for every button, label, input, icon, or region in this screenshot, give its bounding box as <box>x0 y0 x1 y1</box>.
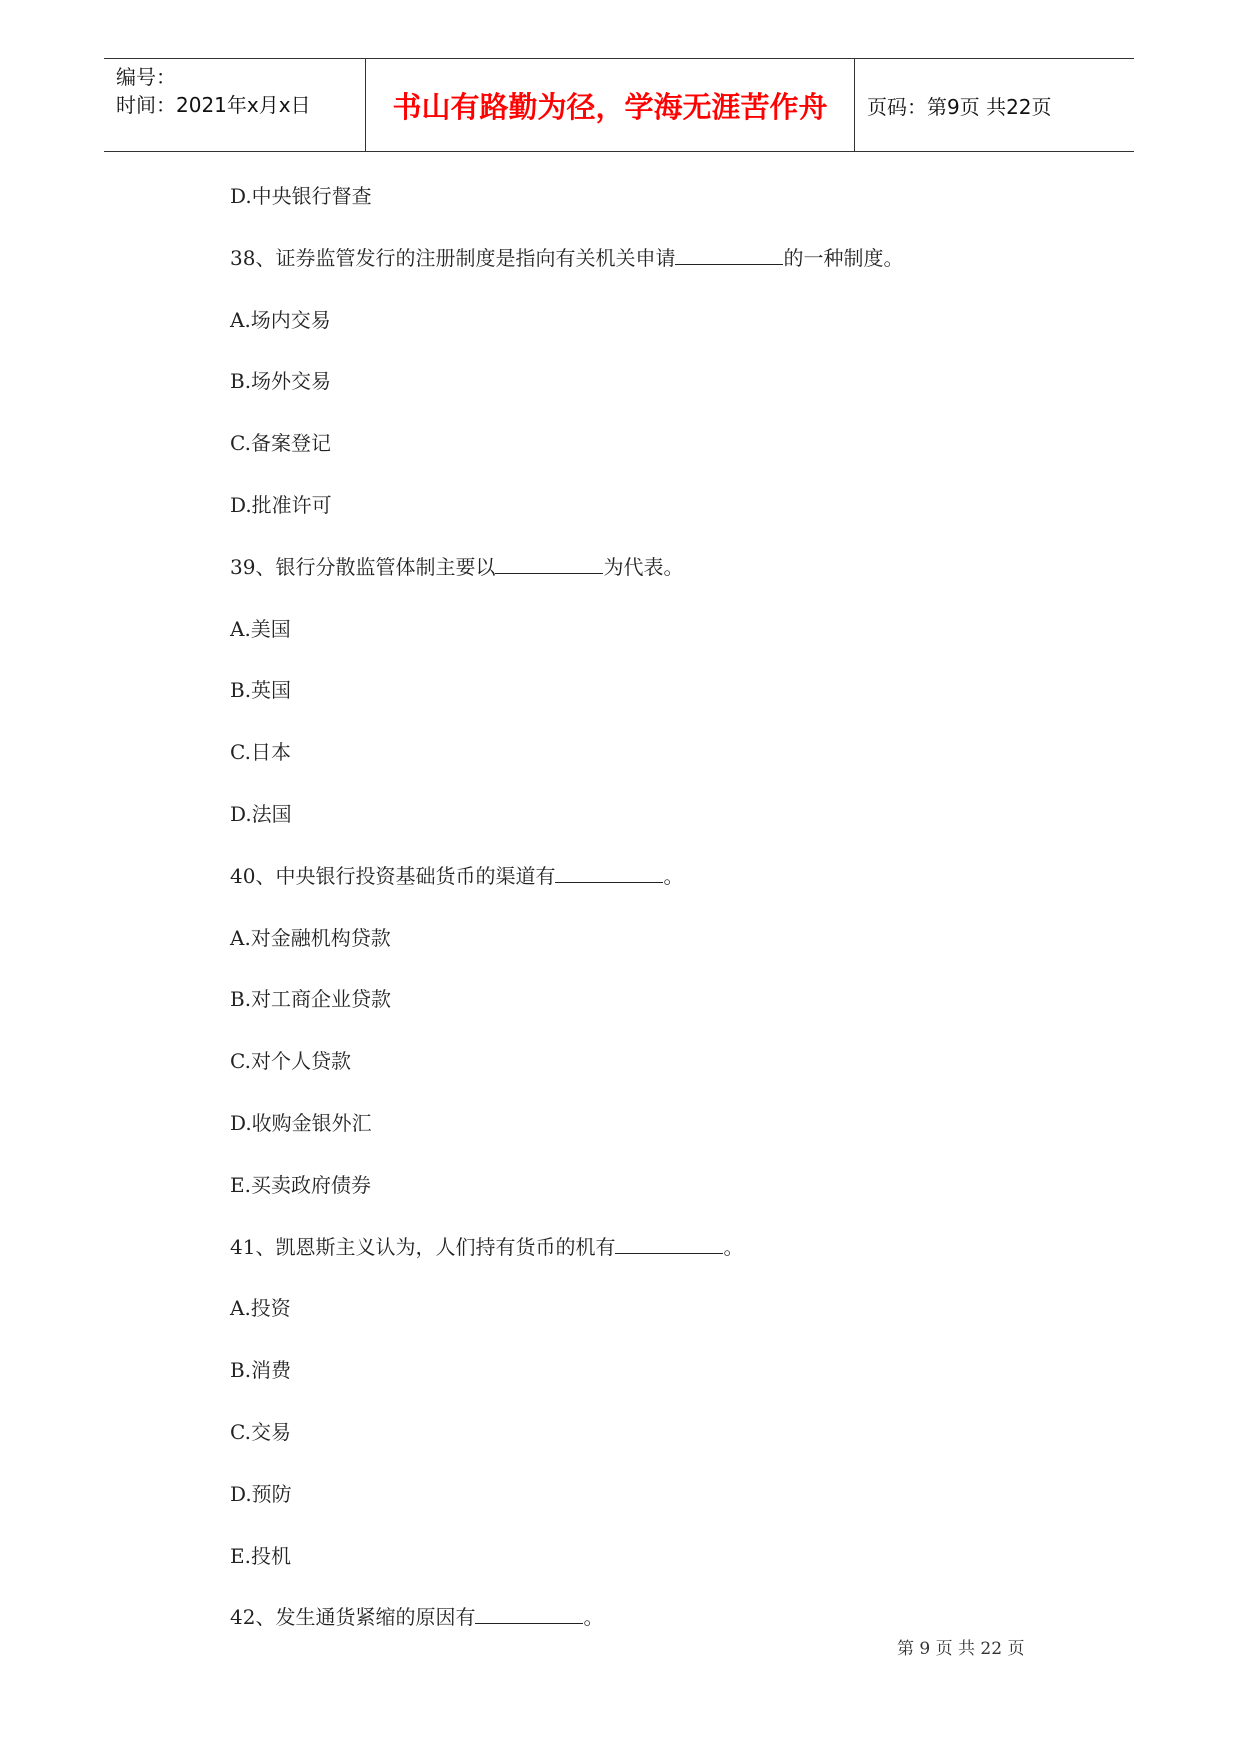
header-page-cell <box>855 59 1134 151</box>
option-line <box>230 924 1130 986</box>
option-text: B.对工商企业贷款 <box>230 987 392 1012</box>
page-footer: 第 9 页 共 22 页 <box>897 1639 1025 1659</box>
option-text: C.备案登记 <box>230 431 331 456</box>
question-line <box>230 244 1130 306</box>
option-line <box>230 1418 1130 1480</box>
option-text: D.收购金银外汇 <box>230 1110 372 1135</box>
option-line <box>230 306 1130 368</box>
option-text: C.日本 <box>230 740 291 765</box>
option-line <box>230 615 1130 677</box>
question-text: 39、银行分散监管体制主要以 <box>230 554 496 579</box>
option-text: B.消费 <box>230 1358 292 1383</box>
option-text: C.对个人贷款 <box>230 1049 351 1074</box>
motto-text: 书山有路勤为径，学海无涯苦作舟 <box>392 89 828 124</box>
question-list <box>230 182 1130 1665</box>
option-line <box>230 1294 1130 1356</box>
option-line <box>230 676 1130 738</box>
question-text: 41、凯恩斯主义认为，人们持有货币的机有 <box>230 1234 616 1259</box>
option-text: B.场外交易 <box>230 369 332 394</box>
option-line <box>230 182 1130 244</box>
header-motto-cell <box>366 59 855 151</box>
question-text: 38、证券监管发行的注册制度是指向有关机关申请 <box>230 245 676 270</box>
option-text: A.美国 <box>230 616 291 641</box>
question-text-end: 。 <box>723 1234 744 1259</box>
doc-time-label: 时间：2021年x月x日 <box>116 93 311 117</box>
option-text: A.对金融机构贷款 <box>230 925 391 950</box>
header-meta-cell <box>104 59 366 151</box>
option-line <box>230 491 1130 553</box>
option-text: C.交易 <box>230 1419 291 1444</box>
option-text: D.法国 <box>230 801 292 826</box>
question-line <box>230 553 1130 615</box>
option-line <box>230 429 1130 491</box>
option-text: E.投机 <box>230 1543 291 1568</box>
option-line <box>230 738 1130 800</box>
option-text: D.中央银行督查 <box>230 184 372 208</box>
question-text-end: 。 <box>663 863 684 888</box>
option-text: E.买卖政府债券 <box>230 1172 371 1197</box>
option-line <box>230 1356 1130 1418</box>
answer-blank <box>555 862 663 883</box>
page-header <box>104 58 1134 152</box>
option-line <box>230 1047 1130 1109</box>
option-text: D.批准许可 <box>230 492 332 517</box>
option-text: B.英国 <box>230 678 292 703</box>
question-text: 42、发生通货紧缩的原因有 <box>230 1605 476 1630</box>
option-text: A.场内交易 <box>230 307 331 332</box>
option-text: D.预防 <box>230 1481 292 1506</box>
doc-number-label: 编号： <box>116 65 176 89</box>
option-line <box>230 800 1130 862</box>
question-line <box>230 862 1130 924</box>
option-line <box>230 367 1130 429</box>
header-page-info: 页码：第9页 共22页 <box>867 94 1052 119</box>
question-text-end: 。 <box>583 1605 604 1630</box>
question-text: 40、中央银行投资基础货币的渠道有 <box>230 863 556 888</box>
answer-blank <box>615 1233 723 1254</box>
answer-blank <box>475 1603 583 1624</box>
option-line <box>230 1171 1130 1233</box>
answer-blank <box>495 553 603 574</box>
option-line <box>230 1109 1130 1171</box>
option-line <box>230 985 1130 1047</box>
question-text-end: 为代表。 <box>603 554 684 579</box>
option-text: A.投资 <box>230 1296 291 1321</box>
answer-blank <box>675 244 783 265</box>
question-line <box>230 1233 1130 1295</box>
option-line <box>230 1542 1130 1604</box>
question-text-end: 的一种制度。 <box>783 245 904 270</box>
option-line <box>230 1480 1130 1542</box>
